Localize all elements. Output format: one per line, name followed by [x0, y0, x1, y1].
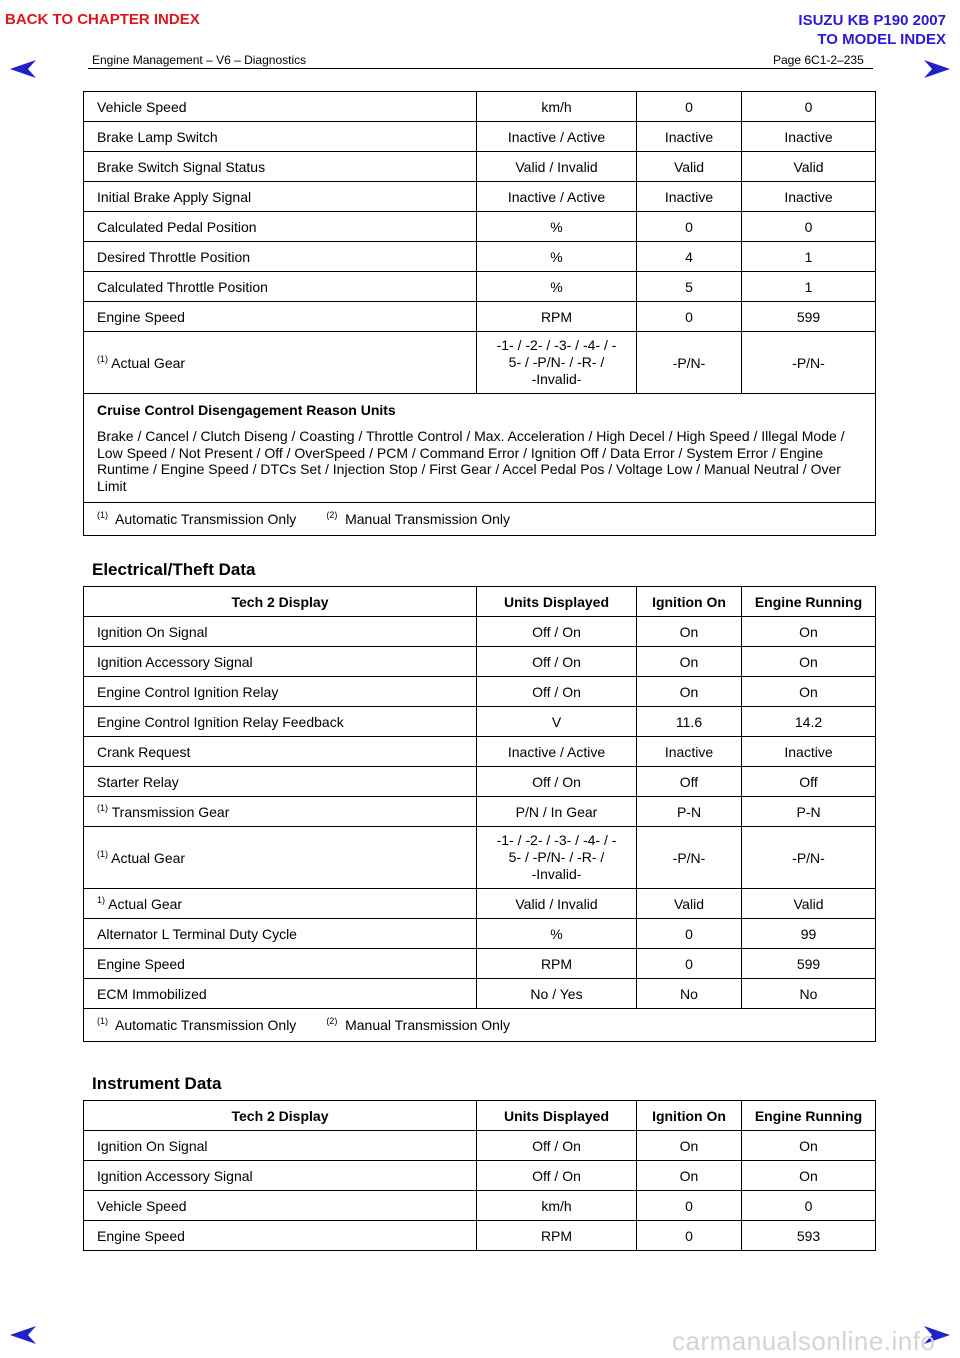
cell-ignition-on: -P/N-: [637, 827, 742, 889]
cell-engine-running: Valid: [742, 889, 876, 919]
electrical-table-body: [84, 617, 876, 1042]
back-to-chapter-index-link[interactable]: BACK TO CHAPTER INDEX: [5, 11, 200, 28]
footnote-cell: [84, 503, 876, 536]
table-row: [84, 182, 876, 212]
cell-ignition-on: 0: [637, 919, 742, 949]
cell-engine-running: 1: [742, 242, 876, 272]
table-header-row: [84, 587, 876, 617]
table-row: [84, 1161, 876, 1191]
footnote-marker: (2): [326, 1016, 338, 1026]
cell-units-displayed: km/h: [477, 92, 637, 122]
cell-units-displayed: %: [477, 919, 637, 949]
instrument-table-body: [84, 1131, 876, 1251]
column-header-engine-running: Engine Running: [742, 587, 876, 617]
cell-engine-running: -P/N-: [742, 827, 876, 889]
footnote-marker: (1): [97, 802, 108, 813]
cell-tech2-display: Engine Control Ignition Relay: [84, 677, 477, 707]
cell-units-displayed: V: [477, 707, 637, 737]
cell-ignition-on: Inactive: [637, 122, 742, 152]
cell-units-displayed: No / Yes: [477, 979, 637, 1009]
cell-ignition-on: On: [637, 677, 742, 707]
column-header-ignition-on: Ignition On: [637, 587, 742, 617]
units-line: -Invalid-: [531, 866, 582, 882]
cell-ignition-on: Off: [637, 767, 742, 797]
cell-engine-running: 0: [742, 212, 876, 242]
cruise-reason-list: Brake / Cancel / Clutch Diseng / Coasting / Throttle Control / Max. Acceleration / High Decel / High Speed / Illegal Mode / Low Speed / Not Present / Off / OverSpeed / PCM / Command Error / Ignition Off / Data Error / System Error / Engine Runtime / Engine Speed / DTCs Set / Injection Stop / First Gear / Accel Pedal Pos / Voltage Low / Manual Neutral / Over Limit: [97, 428, 845, 494]
cell-engine-running: On: [742, 647, 876, 677]
cruise-reason-row: [84, 394, 876, 503]
cell-engine-running: 599: [742, 949, 876, 979]
cell-units-displayed: %: [477, 242, 637, 272]
cell-tech2-display: Starter Relay: [84, 767, 477, 797]
column-header-units: Units Displayed: [477, 587, 637, 617]
table-row: [84, 302, 876, 332]
display-label: Actual Gear: [108, 895, 183, 912]
cell-engine-running: Inactive: [742, 122, 876, 152]
cell-engine-running: On: [742, 677, 876, 707]
table-row: [84, 332, 876, 394]
table-row: [84, 242, 876, 272]
previous-page-arrow-icon[interactable]: [8, 58, 38, 80]
cell-units-displayed: Off / On: [477, 617, 637, 647]
display-label: Actual Gear: [111, 354, 186, 371]
cell-engine-running: Inactive: [742, 182, 876, 212]
cell-units-displayed: Inactive / Active: [477, 182, 637, 212]
table-row: [84, 737, 876, 767]
cell-units-displayed: km/h: [477, 1191, 637, 1221]
cell-ignition-on: 0: [637, 949, 742, 979]
cell-tech2-display: Vehicle Speed: [84, 92, 477, 122]
cell-tech2-display: Ignition On Signal: [84, 617, 477, 647]
cell-tech2-display: Calculated Throttle Position: [84, 272, 477, 302]
column-header-display: Tech 2 Display: [84, 587, 477, 617]
cell-ignition-on: 0: [637, 302, 742, 332]
cell-ignition-on: Inactive: [637, 182, 742, 212]
cell-tech2-display: Vehicle Speed: [84, 1191, 477, 1221]
cell-ignition-on: Inactive: [637, 737, 742, 767]
units-line: -Invalid-: [531, 371, 582, 387]
cell-tech2-display: Engine Speed: [84, 302, 477, 332]
cell-engine-running: On: [742, 617, 876, 647]
previous-page-arrow-icon[interactable]: [8, 1324, 38, 1346]
cell-tech2-display: Brake Lamp Switch: [84, 122, 477, 152]
cell-ignition-on: 0: [637, 1221, 742, 1251]
cell-engine-running: 0: [742, 92, 876, 122]
cell-ignition-on: On: [637, 647, 742, 677]
cell-ignition-on: On: [637, 617, 742, 647]
column-header-units: Units Displayed: [477, 1101, 637, 1131]
cell-tech2-display: Alternator L Terminal Duty Cycle: [84, 919, 477, 949]
cell-units-displayed: Valid / Invalid: [477, 889, 637, 919]
column-header-ignition-on: Ignition On: [637, 1101, 742, 1131]
display-label: Actual Gear: [111, 849, 186, 866]
cell-ignition-on: P-N: [637, 797, 742, 827]
cell-units-displayed: Valid / Invalid: [477, 152, 637, 182]
table-row: [84, 617, 876, 647]
cell-units-displayed: %: [477, 272, 637, 302]
cell-ignition-on: -P/N-: [637, 332, 742, 394]
cruise-table-body: [84, 92, 876, 536]
header-divider: [88, 68, 873, 69]
watermark: carmanualsonline.info: [672, 1326, 936, 1356]
footnote-row: [84, 1009, 876, 1042]
electrical-theft-data-heading: Electrical/Theft Data: [92, 560, 256, 579]
cell-tech2-display: Ignition Accessory Signal: [84, 1161, 477, 1191]
cell-ignition-on: 4: [637, 242, 742, 272]
cell-engine-running: 99: [742, 919, 876, 949]
cell-engine-running: On: [742, 1161, 876, 1191]
footnote-manual: Manual Transmission Only: [345, 511, 511, 527]
cell-tech2-display: Ignition Accessory Signal: [84, 647, 477, 677]
table-row: [84, 979, 876, 1009]
table-row: [84, 1131, 876, 1161]
footnote-automatic: Automatic Transmission Only: [115, 1017, 297, 1033]
table-row: [84, 677, 876, 707]
cell-tech2-display: [84, 889, 477, 919]
cell-tech2-display: Brake Switch Signal Status: [84, 152, 477, 182]
table-row: [84, 827, 876, 889]
cell-engine-running: 593: [742, 1221, 876, 1251]
footnote-marker: 1): [97, 894, 106, 905]
table-row: [84, 152, 876, 182]
cruise-reason-cell: [84, 394, 876, 503]
cell-ignition-on: No: [637, 979, 742, 1009]
units-line: -1- / -2- / -3- / -4- / -: [496, 337, 617, 353]
cell-engine-running: 14.2: [742, 707, 876, 737]
cell-tech2-display: Initial Brake Apply Signal: [84, 182, 477, 212]
table-row: [84, 949, 876, 979]
cell-ignition-on: 5: [637, 272, 742, 302]
cell-engine-running: -P/N-: [742, 332, 876, 394]
table-row: [84, 919, 876, 949]
cell-engine-running: Valid: [742, 152, 876, 182]
electrical-theft-data-table: [83, 586, 876, 1042]
table-row: [84, 889, 876, 919]
cell-tech2-display: [84, 332, 477, 394]
footnote-cell: [84, 1009, 876, 1042]
table-row: [84, 92, 876, 122]
units-line: -1- / -2- / -3- / -4- / -: [496, 832, 617, 848]
display-label: Transmission Gear: [111, 803, 230, 820]
cell-engine-running: No: [742, 979, 876, 1009]
cell-units-displayed: Off / On: [477, 677, 637, 707]
model-index-label: TO MODEL INDEX: [817, 31, 946, 48]
cell-ignition-on: 11.6: [637, 707, 742, 737]
cell-tech2-display: Engine Speed: [84, 1221, 477, 1251]
cell-units-displayed: RPM: [477, 302, 637, 332]
cell-ignition-on: 0: [637, 92, 742, 122]
footnote-marker: (1): [97, 510, 108, 520]
running-header-section: Engine Management – V6 – Diagnostics: [92, 53, 307, 67]
cell-units-displayed: Off / On: [477, 647, 637, 677]
cell-engine-running: 0: [742, 1191, 876, 1221]
footnote-marker: (1): [97, 353, 108, 364]
cell-units-displayed: P/N / In Gear: [477, 797, 637, 827]
next-page-arrow-icon[interactable]: [922, 58, 952, 80]
cell-units-displayed: RPM: [477, 1221, 637, 1251]
cruise-reason-title: Cruise Control Disengagement Reason Units: [97, 402, 396, 418]
instrument-data-table: [83, 1100, 876, 1251]
table-row: [84, 797, 876, 827]
table-row: [84, 1191, 876, 1221]
cell-units-displayed: Inactive / Active: [477, 737, 637, 767]
table-row: [84, 272, 876, 302]
cell-ignition-on: On: [637, 1131, 742, 1161]
running-header-page-number: Page 6C1-2–235: [773, 53, 864, 67]
footnote-automatic: Automatic Transmission Only: [115, 511, 297, 527]
cell-ignition-on: Valid: [637, 889, 742, 919]
column-header-display: Tech 2 Display: [84, 1101, 477, 1131]
table-row: [84, 707, 876, 737]
cell-units-displayed: RPM: [477, 949, 637, 979]
cell-engine-running: P-N: [742, 797, 876, 827]
footnote-marker: (1): [97, 848, 108, 859]
cell-engine-running: 1: [742, 272, 876, 302]
to-model-index-link[interactable]: [798, 11, 946, 49]
cell-units-displayed: Off / On: [477, 767, 637, 797]
instrument-data-heading: Instrument Data: [92, 1074, 222, 1093]
table-row: [84, 767, 876, 797]
cell-engine-running: On: [742, 1131, 876, 1161]
cell-tech2-display: [84, 827, 477, 889]
cell-tech2-display: Desired Throttle Position: [84, 242, 477, 272]
cell-tech2-display: ECM Immobilized: [84, 979, 477, 1009]
cell-tech2-display: Engine Control Ignition Relay Feedback: [84, 707, 477, 737]
table-header-row: [84, 1101, 876, 1131]
footnote-marker: (1): [97, 1016, 108, 1026]
column-header-engine-running: Engine Running: [742, 1101, 876, 1131]
model-name: ISUZU KB P190 2007: [798, 12, 946, 29]
cell-units-displayed: Off / On: [477, 1161, 637, 1191]
cell-tech2-display: Crank Request: [84, 737, 477, 767]
cell-engine-running: Off: [742, 767, 876, 797]
cell-units-displayed: Inactive / Active: [477, 122, 637, 152]
footnote-marker: (2): [326, 510, 338, 520]
cell-tech2-display: Ignition On Signal: [84, 1131, 477, 1161]
units-line: 5- / -P/N- / -R- /: [508, 849, 605, 865]
units-line: 5- / -P/N- / -R- /: [508, 354, 605, 370]
cell-ignition-on: 0: [637, 212, 742, 242]
cell-tech2-display: Calculated Pedal Position: [84, 212, 477, 242]
cell-units-displayed: [477, 332, 637, 394]
cell-engine-running: Inactive: [742, 737, 876, 767]
table-row: [84, 212, 876, 242]
table-row: [84, 122, 876, 152]
cell-tech2-display: [84, 797, 477, 827]
cell-ignition-on: On: [637, 1161, 742, 1191]
table-row: [84, 647, 876, 677]
footnote-manual: Manual Transmission Only: [345, 1017, 511, 1033]
cell-engine-running: 599: [742, 302, 876, 332]
footnote-row: [84, 503, 876, 536]
cell-tech2-display: Engine Speed: [84, 949, 477, 979]
cruise-data-table: [83, 91, 876, 536]
cell-units-displayed: [477, 827, 637, 889]
cell-ignition-on: 0: [637, 1191, 742, 1221]
cell-units-displayed: %: [477, 212, 637, 242]
cell-ignition-on: Valid: [637, 152, 742, 182]
table-row: [84, 1221, 876, 1251]
cell-units-displayed: Off / On: [477, 1131, 637, 1161]
